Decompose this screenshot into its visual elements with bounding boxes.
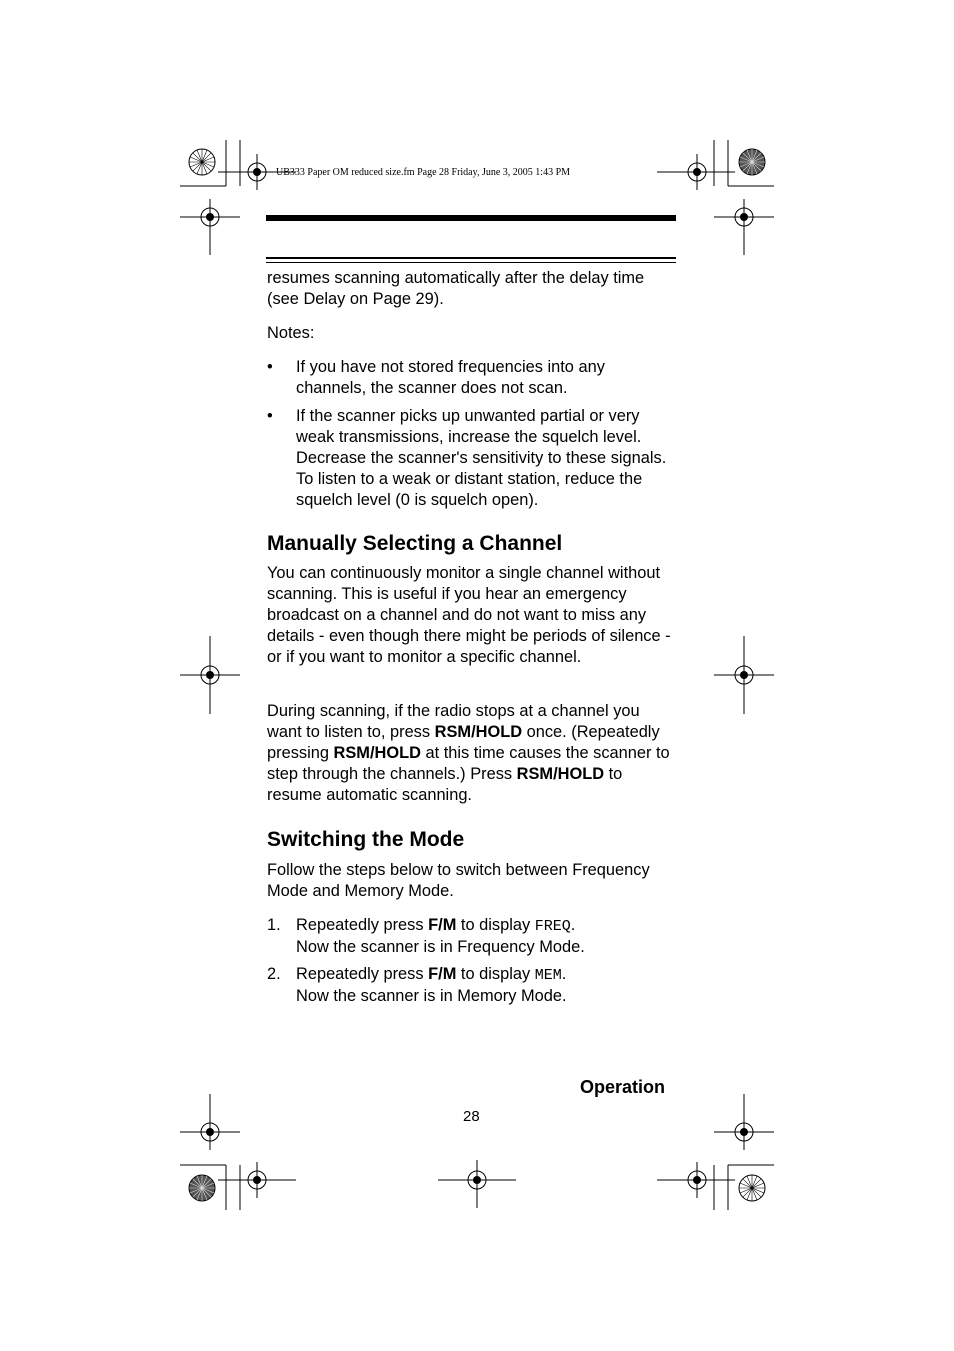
- display-text: MEM: [534, 967, 562, 984]
- bullet-icon: •: [267, 407, 273, 425]
- key-label: F/M: [428, 916, 457, 934]
- mode-steps: [267, 915, 677, 1007]
- list-item: 2. Repeatedly press F/M to display MEM. Now the scanner is in Memory Mode.: [267, 965, 567, 1005]
- bullet-icon: •: [267, 358, 273, 376]
- display-text: FREQ: [534, 918, 571, 935]
- page-number: 28: [463, 1108, 480, 1125]
- manual-paragraph-1: You can continuously monitor a single channel without scanning. This is useful if you hear an emergency broadcast on a channel and do not want to miss any details - even though there might be periods of silence - or if you want to monitor a specific channel.: [267, 564, 671, 666]
- mode-intro: Follow the steps below to switch between Frequency Mode and Memory Mode.: [267, 861, 650, 900]
- key-label: RSM/HOLD: [333, 744, 421, 762]
- footer-section-name: Operation: [580, 1077, 666, 1097]
- manual-paragraph-2: During scanning, if the radio stops at a channel you want to listen to, press RSM/HOLD once. (Repeatedly pressing RSM/HOLD at this time causes the scanner to step through the channels.) Press RSM/HOLD to resume automatic scanning.: [267, 702, 670, 804]
- color-bar-icon: [739, 149, 765, 175]
- color-bar-icon: [189, 149, 215, 175]
- color-bar-icon: [739, 1175, 765, 1201]
- notes-list: [267, 357, 677, 511]
- step-number: 1.: [267, 916, 281, 934]
- step-number: 2.: [267, 965, 281, 983]
- header-rule-thin: [266, 257, 676, 259]
- color-bar-icon: [189, 1175, 215, 1201]
- list-item: 1. Repeatedly press F/M to display FREQ. Now the scanner is in Frequency Mode.: [267, 916, 585, 956]
- key-label: RSM/HOLD: [516, 765, 605, 783]
- section-heading-manual: Manually Selecting a Channel: [267, 532, 563, 555]
- key-label: RSM/HOLD: [434, 723, 523, 741]
- list-item: • If you have not stored frequencies into any channels, the scanner does not scan.: [267, 358, 605, 397]
- notes-label: Notes:: [267, 324, 315, 342]
- key-label: F/M: [428, 965, 457, 983]
- header-rule-thick: [266, 215, 676, 221]
- section-heading-mode: Switching the Mode: [267, 828, 465, 851]
- file-info-header: UB333 Paper OM reduced size.fm Page 28 Friday, June 3, 2005 1:43 PM: [276, 167, 571, 178]
- header-rule-thin: [266, 262, 676, 263]
- intro-paragraph: resumes scanning automatically after the delay time (see Delay on Page 29).: [267, 269, 645, 308]
- list-item: • If the scanner picks up unwanted partial or very weak transmissions, increase the squelch level. Decrease the scanner's sensitivity to these signals. To listen to a weak or distant station, reduce the squelch level (0 is squelch open).: [267, 407, 667, 509]
